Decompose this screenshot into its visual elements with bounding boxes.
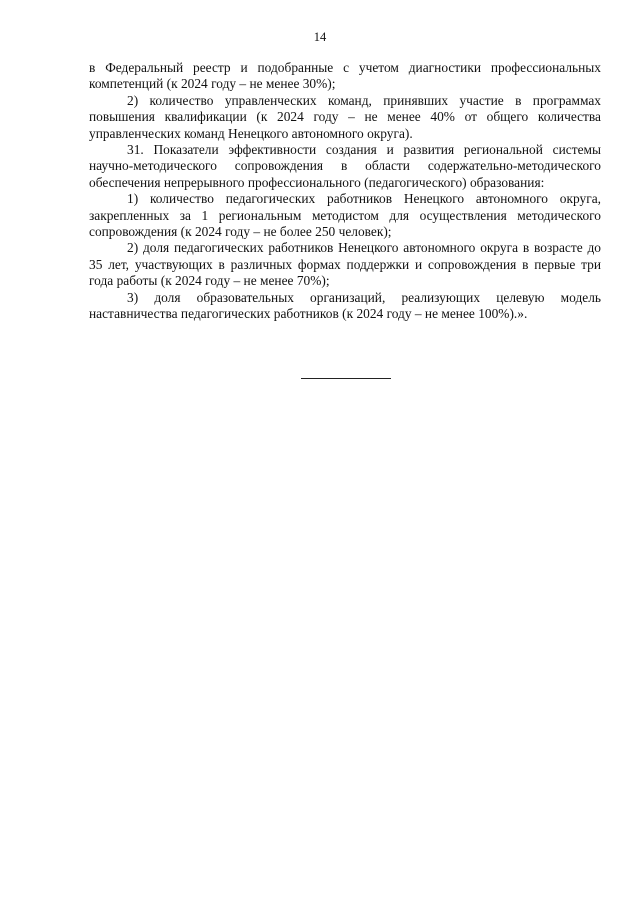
document-body — [89, 60, 601, 323]
page-number: 14 — [313, 30, 327, 44]
paragraph-teachers-per-methodist: 1) количество педагогических работников Ненецкого автономного округа, закрепленных за 1 региональным методистом для осуществления методического сопровождения (к 2024 году – не более 250 человек); — [89, 191, 601, 240]
end-divider-line — [301, 378, 391, 379]
paragraph-efficiency-indicators: 31. Показатели эффективности создания и развития региональной системы научно-методического сопровождения в области содержательно-методического обеспечения непрерывного профессионального (педагогического) образования: — [89, 142, 601, 190]
paragraph-mentoring-model: 3) доля образовательных организаций, реализующих целевую модель наставничества педагогических работников (к 2024 году – не менее 100%).». — [89, 289, 601, 322]
paragraph-federal-registry: в Федеральный реестр и подобранные с учетом диагностики профессиональных компетенций (к 2024 году – не менее 30%); — [89, 60, 601, 92]
paragraph-management-teams: 2) количество управленческих команд, принявших участие в программах повышения квалификации (к 2024 году – не менее 40% от общего количества управленческих команд Ненецкого автономного округа). — [89, 92, 601, 141]
paragraph-young-teachers-support: 2) доля педагогических работников Ненецкого автономного округа в возрасте до 35 лет, участвующих в различных формах поддержки и сопровождения в первые три года работы (к 2024 году – не менее 70%); — [89, 240, 601, 289]
